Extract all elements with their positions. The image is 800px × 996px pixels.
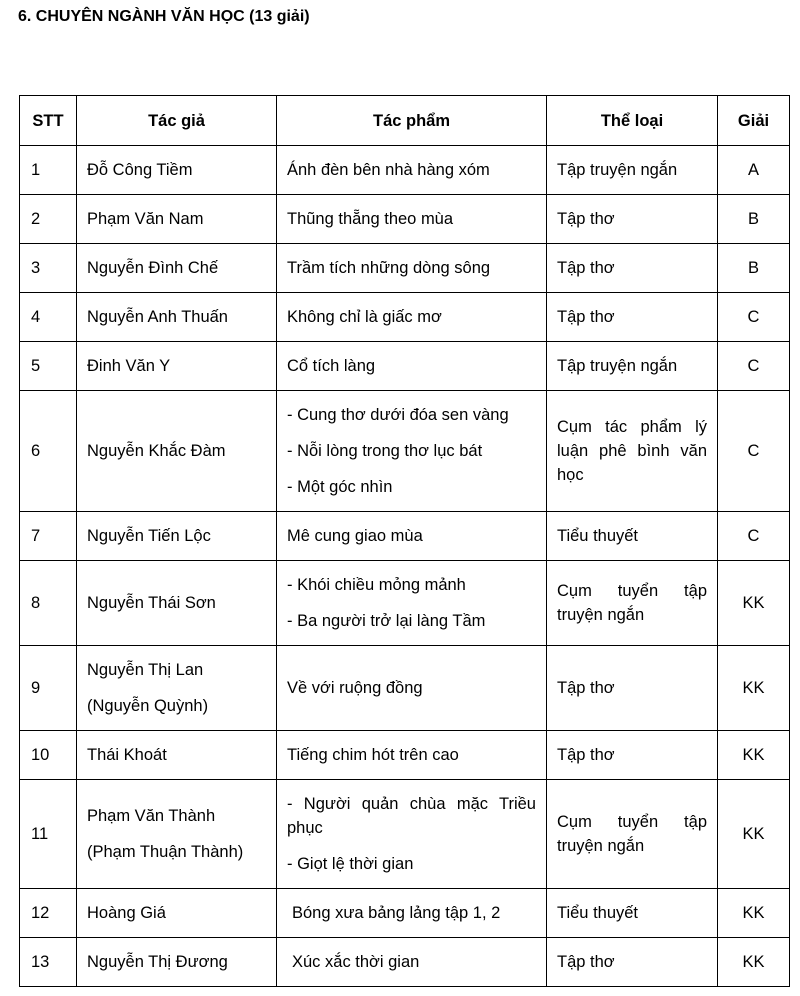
- work-line: - Cung thơ dưới đóa sen vàng: [287, 406, 509, 424]
- work-line: Ánh đèn bên nhà hàng xóm: [287, 161, 490, 179]
- author-line: (Nguyễn Quỳnh): [87, 697, 209, 715]
- cell-award: KK: [718, 780, 790, 889]
- column-header-award: Giải: [718, 96, 790, 146]
- work-line: Trầm tích những dòng sông: [287, 259, 491, 277]
- author-line: Thái Khoát: [87, 746, 167, 764]
- cell-genre: Cụm tuyển tập truyện ngắn: [547, 780, 718, 889]
- cell-author: [77, 391, 277, 512]
- cell-stt: 5: [20, 342, 77, 391]
- author-line: Nguyễn Thị Lan: [87, 661, 204, 679]
- cell-works: [277, 244, 547, 293]
- work-line: - Một góc nhìn: [287, 478, 393, 496]
- cell-stt: 6: [20, 391, 77, 512]
- author-line: Hoàng Giá: [87, 904, 166, 922]
- cell-author: [77, 780, 277, 889]
- cell-stt: 7: [20, 512, 77, 561]
- cell-genre: Tập thơ: [547, 244, 718, 293]
- cell-stt: 13: [20, 938, 77, 987]
- table-row: [20, 293, 790, 342]
- cell-genre: Tập truyện ngắn: [547, 146, 718, 195]
- author-line: Nguyễn Đình Chế: [87, 259, 219, 277]
- author-line: Nguyễn Anh Thuấn: [87, 308, 228, 326]
- cell-award: KK: [718, 646, 790, 731]
- work-line: - Ba người trở lại làng Tầm: [287, 612, 486, 630]
- cell-genre: Tiểu thuyết: [547, 889, 718, 938]
- cell-stt: 12: [20, 889, 77, 938]
- cell-author: [77, 146, 277, 195]
- cell-stt: 10: [20, 731, 77, 780]
- cell-works: [277, 561, 547, 646]
- column-header-genre: Thể loại: [547, 96, 718, 146]
- cell-award: A: [718, 146, 790, 195]
- cell-works: [277, 731, 547, 780]
- cell-author: [77, 244, 277, 293]
- cell-genre: Tập thơ: [547, 731, 718, 780]
- table-row: [20, 512, 790, 561]
- cell-genre: Tập thơ: [547, 195, 718, 244]
- cell-works: [277, 646, 547, 731]
- table-row: [20, 195, 790, 244]
- cell-award: KK: [718, 889, 790, 938]
- author-line: Đỗ Công Tiềm: [87, 161, 193, 179]
- column-header-stt: STT: [20, 96, 77, 146]
- table-row: [20, 646, 790, 731]
- cell-stt: 9: [20, 646, 77, 731]
- cell-stt: 8: [20, 561, 77, 646]
- table-row: [20, 342, 790, 391]
- section-heading: 6. CHUYÊN NGÀNH VĂN HỌC (13 giải): [18, 8, 310, 25]
- cell-author: [77, 561, 277, 646]
- cell-author: [77, 731, 277, 780]
- cell-stt: 4: [20, 293, 77, 342]
- cell-author: [77, 195, 277, 244]
- table-row: [20, 146, 790, 195]
- cell-genre: Tập truyện ngắn: [547, 342, 718, 391]
- cell-award: C: [718, 391, 790, 512]
- work-line: Bóng xưa bảng lảng tập 1, 2: [292, 904, 501, 922]
- table-row: [20, 731, 790, 780]
- work-line: Cổ tích làng: [287, 357, 376, 375]
- cell-works: [277, 512, 547, 561]
- cell-works: [277, 342, 547, 391]
- work-line: Tiếng chim hót trên cao: [287, 746, 459, 764]
- table-row: [20, 938, 790, 987]
- column-header-author: Tác giả: [77, 96, 277, 146]
- table-row: [20, 561, 790, 646]
- author-line: Phạm Văn Nam: [87, 210, 204, 228]
- author-line: Phạm Văn Thành: [87, 807, 216, 825]
- column-header-works: Tác phẩm: [277, 96, 547, 146]
- cell-stt: 3: [20, 244, 77, 293]
- cell-stt: 2: [20, 195, 77, 244]
- author-line: Nguyễn Thị Đương: [87, 953, 228, 971]
- table-row: [20, 780, 790, 889]
- cell-works: [277, 938, 547, 987]
- cell-genre: Tập thơ: [547, 293, 718, 342]
- table-row: [20, 889, 790, 938]
- cell-stt: 11: [20, 780, 77, 889]
- cell-award: KK: [718, 731, 790, 780]
- cell-genre: Tập thơ: [547, 938, 718, 987]
- cell-works: [277, 391, 547, 512]
- work-line: Về với ruộng đồng: [287, 679, 423, 697]
- cell-works: [277, 195, 547, 244]
- cell-award: KK: [718, 561, 790, 646]
- cell-award: B: [718, 244, 790, 293]
- work-line: - Khói chiều mỏng mảnh: [287, 576, 466, 594]
- cell-author: [77, 646, 277, 731]
- author-line: (Phạm Thuận Thành): [87, 843, 244, 861]
- cell-works: [277, 889, 547, 938]
- cell-author: [77, 938, 277, 987]
- cell-award: B: [718, 195, 790, 244]
- cell-stt: 1: [20, 146, 77, 195]
- work-line: Không chỉ là giấc mơ: [287, 308, 442, 326]
- cell-genre: Tiểu thuyết: [547, 512, 718, 561]
- cell-author: [77, 293, 277, 342]
- work-line: Mê cung giao mùa: [287, 527, 423, 545]
- cell-author: [77, 512, 277, 561]
- cell-award: KK: [718, 938, 790, 987]
- cell-genre: Tập thơ: [547, 646, 718, 731]
- work-line: - Giọt lệ thời gian: [287, 855, 414, 873]
- cell-author: [77, 342, 277, 391]
- cell-award: C: [718, 512, 790, 561]
- work-line: - Nỗi lòng trong thơ lục bát: [287, 442, 483, 460]
- author-line: Nguyễn Khắc Đàm: [87, 442, 226, 460]
- cell-genre: Cụm tuyển tập truyện ngắn: [547, 561, 718, 646]
- cell-award: C: [718, 293, 790, 342]
- table-body: [20, 146, 790, 987]
- author-line: Nguyễn Tiến Lộc: [87, 527, 211, 545]
- cell-award: C: [718, 342, 790, 391]
- cell-genre: Cụm tác phẩm lý luận phê bình văn học: [547, 391, 718, 512]
- work-line: Thũng thẵng theo mùa: [287, 210, 454, 228]
- author-line: Nguyễn Thái Sơn: [87, 594, 216, 612]
- cell-works: [277, 293, 547, 342]
- cell-works: [277, 780, 547, 889]
- table-header-row: [20, 96, 790, 146]
- awards-table: [19, 95, 790, 987]
- cell-works: [277, 146, 547, 195]
- author-line: Đinh Văn Y: [87, 357, 171, 375]
- cell-author: [77, 889, 277, 938]
- table-row: [20, 244, 790, 293]
- work-line: Xúc xắc thời gian: [292, 953, 420, 971]
- work-line: - Người quản chùa mặc Triều phục: [287, 795, 536, 837]
- table-row: [20, 391, 790, 512]
